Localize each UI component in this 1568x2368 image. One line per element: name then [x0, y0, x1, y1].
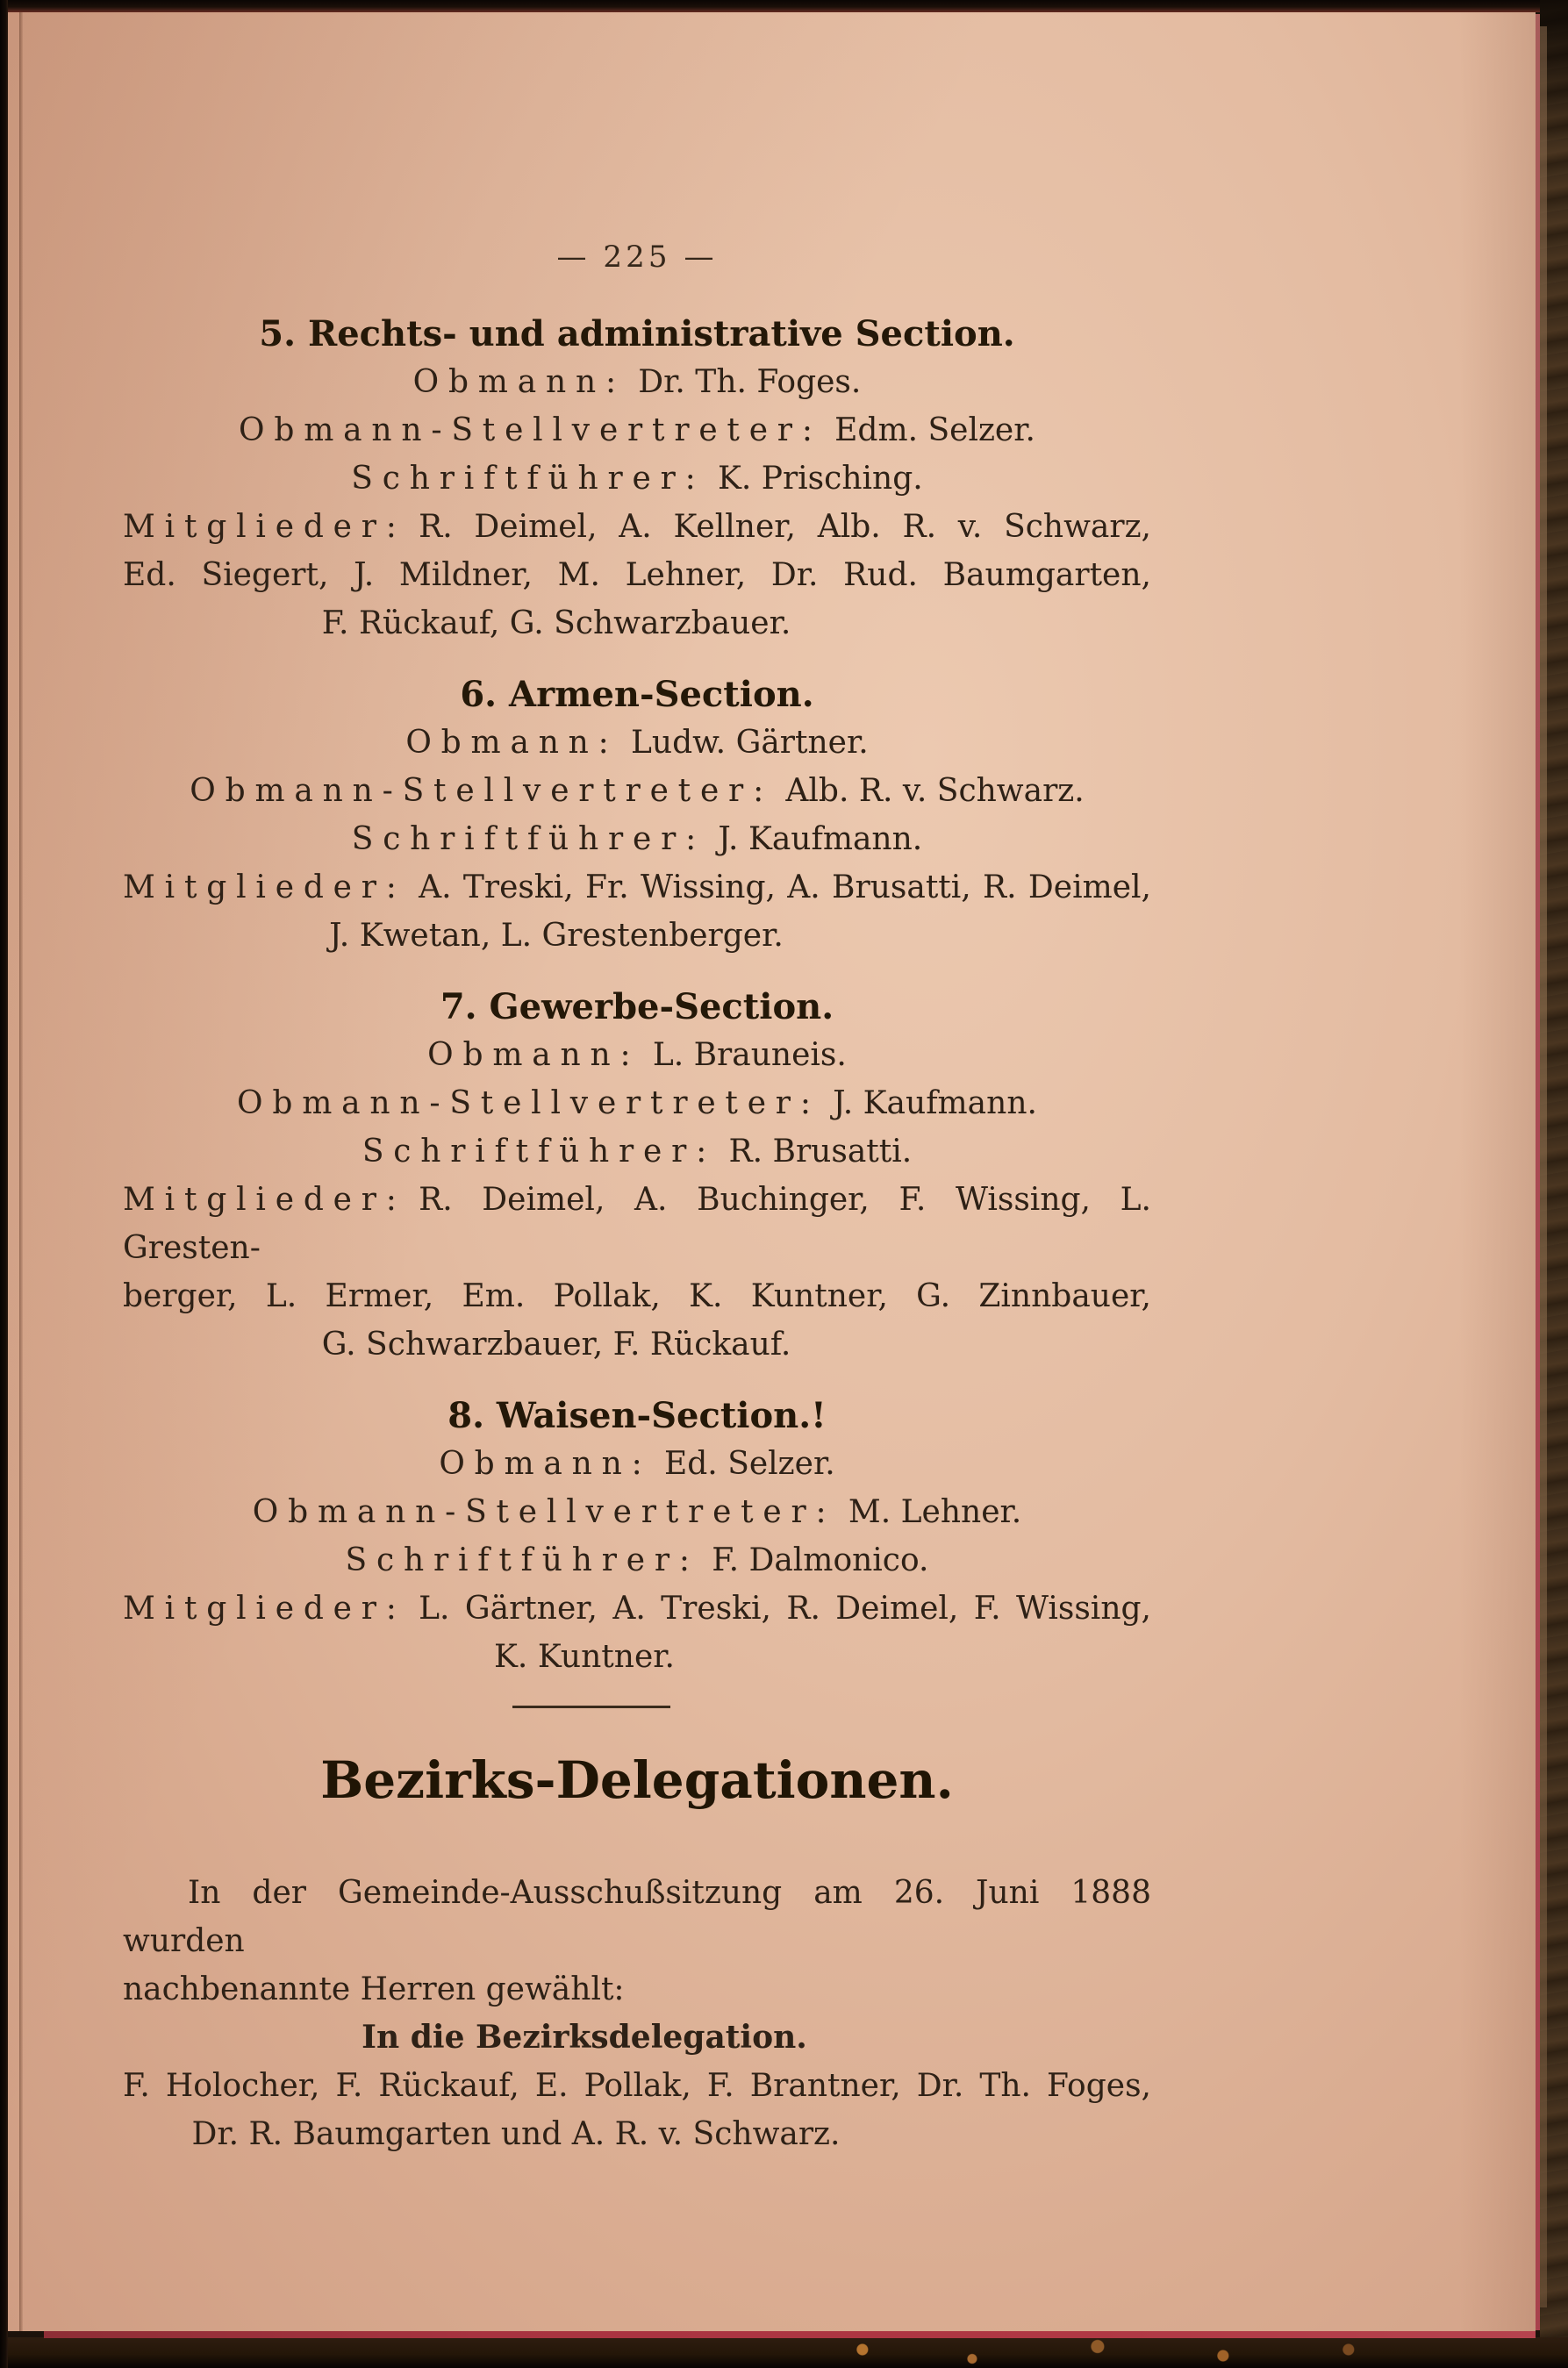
members-line — [123, 503, 1151, 551]
page-number: — 225 — — [556, 240, 718, 275]
role-label: Obmann: — [439, 1446, 652, 1482]
delegation-names-line: Dr. R. Baumgarten und A. R. v. Schwarz. — [191, 2116, 841, 2152]
role-line-stellvertreter — [123, 1079, 1151, 1127]
role-value: K. Prisching. — [717, 461, 923, 497]
role-label: Schriftführer: — [351, 461, 705, 497]
members-line: F. Rückauf, G. Schwarzbauer. — [321, 605, 791, 641]
role-value: M. Lehner. — [848, 1494, 1022, 1530]
members-names: A. Treski, Fr. Wissing, A. Brusatti, R. Deimel, — [419, 869, 1151, 905]
role-label: Obmann-Stellvertreter: — [252, 1494, 836, 1530]
text-block — [123, 233, 1151, 2158]
section-gewerbe — [123, 983, 1151, 1369]
role-label: Schriftführer: — [351, 821, 706, 857]
members-line — [123, 1585, 1151, 1633]
members-line: G. Schwarzbauer, F. Rückauf. — [321, 1327, 791, 1363]
section-bezirks-delegationen — [123, 1743, 1151, 2158]
role-line-obmann — [123, 1440, 1151, 1488]
members-label: Mitglieder: — [123, 509, 406, 545]
members-line — [123, 863, 1151, 912]
section-heading: 5. Rechts- und administrative Section. — [259, 313, 1015, 354]
role-label: Obmann-Stellvertreter: — [237, 1085, 820, 1121]
members-line: K. Kuntner. — [494, 1639, 675, 1675]
members-line: berger, L. Ermer, Em. Pollak, K. Kuntner, G. Zinnbauer, — [123, 1278, 1151, 1314]
role-label: Obmann-Stellvertreter: — [190, 773, 773, 809]
delegation-heading: Bezirks-Delegationen. — [320, 1750, 954, 1810]
role-label: Schriftführer: — [362, 1134, 717, 1170]
page-paper — [8, 12, 1536, 2331]
role-value: Ludw. Gärtner. — [631, 725, 869, 761]
section-heading: 8. Waisen-Section.! — [447, 1395, 827, 1436]
members-label: Mitglieder: — [123, 869, 406, 905]
red-page-edge-bottom — [44, 2330, 1536, 2338]
section-heading: 7. Gewerbe-Section. — [440, 986, 834, 1027]
role-line-schriftfuehrer — [123, 1536, 1151, 1585]
role-label: Obmann-Stellvertreter: — [239, 412, 822, 448]
role-value: J. Kaufmann. — [833, 1085, 1037, 1121]
section-armen — [123, 670, 1151, 960]
role-line-schriftfuehrer — [123, 1127, 1151, 1176]
role-value: Ed. Selzer. — [663, 1446, 835, 1482]
members-line: Ed. Siegert, J. Mildner, M. Lehner, Dr. Rud. Baumgarten, — [123, 557, 1151, 593]
members-label: Mitglieder: — [123, 1182, 406, 1218]
members-line — [123, 1176, 1151, 1272]
role-value: L. Brauneis. — [652, 1037, 847, 1073]
role-line-obmann — [123, 1031, 1151, 1079]
section-heading: 6. Armen-Section. — [460, 674, 814, 715]
members-names: L. Gärtner, A. Treski, R. Deimel, F. Wissing, — [419, 1591, 1151, 1627]
delegation-intro-line: In der Gemeinde-Ausschußsitzung am 26. Juni 1888 wurden — [123, 1875, 1151, 1959]
role-line-obmann — [123, 358, 1151, 406]
role-line-obmann — [123, 719, 1151, 767]
book-cover-bottom-edge — [0, 2337, 1568, 2368]
role-line-stellvertreter — [123, 767, 1151, 815]
delegation-subheading: In die Bezirksdelegation. — [362, 2019, 807, 2056]
role-line-schriftfuehrer — [123, 815, 1151, 863]
role-value: R. Brusatti. — [728, 1134, 913, 1170]
delegation-names-line: F. Holocher, F. Rückauf, E. Pollak, F. Brantner, Dr. Th. Foges, — [123, 2068, 1151, 2104]
page-crease-line — [19, 12, 23, 2331]
page-stack-edge — [1540, 26, 1547, 2307]
members-line: J. Kwetan, L. Grestenberger. — [329, 918, 784, 954]
book-binding-left-edge — [0, 0, 8, 2368]
members-names: R. Deimel, A. Kellner, Alb. R. v. Schwarz, — [419, 509, 1151, 545]
role-value: Dr. Th. Foges. — [638, 364, 862, 400]
role-line-stellvertreter — [123, 1488, 1151, 1536]
role-line-schriftfuehrer — [123, 454, 1151, 503]
section-divider-rule — [512, 1706, 670, 1708]
role-value: J. Kaufmann. — [718, 821, 923, 857]
delegation-intro-line: nachbenannte Herren gewählt: — [123, 1971, 625, 2007]
book-cover-top-edge — [0, 0, 1568, 12]
members-names: R. Deimel, A. Buchinger, F. Wissing, L. Gresten- — [123, 1182, 1151, 1266]
role-label: Schriftführer: — [345, 1542, 699, 1578]
role-value: F. Dalmonico. — [712, 1542, 929, 1578]
role-label: Obmann: — [427, 1037, 641, 1073]
role-label: Obmann: — [412, 364, 626, 400]
role-line-stellvertreter — [123, 406, 1151, 454]
section-rechts-administrative — [123, 310, 1151, 647]
role-value: Edm. Selzer. — [834, 412, 1035, 448]
role-value: Alb. R. v. Schwarz. — [785, 773, 1085, 809]
section-waisen — [123, 1391, 1151, 1681]
members-label: Mitglieder: — [123, 1591, 406, 1627]
role-label: Obmann: — [405, 725, 619, 761]
